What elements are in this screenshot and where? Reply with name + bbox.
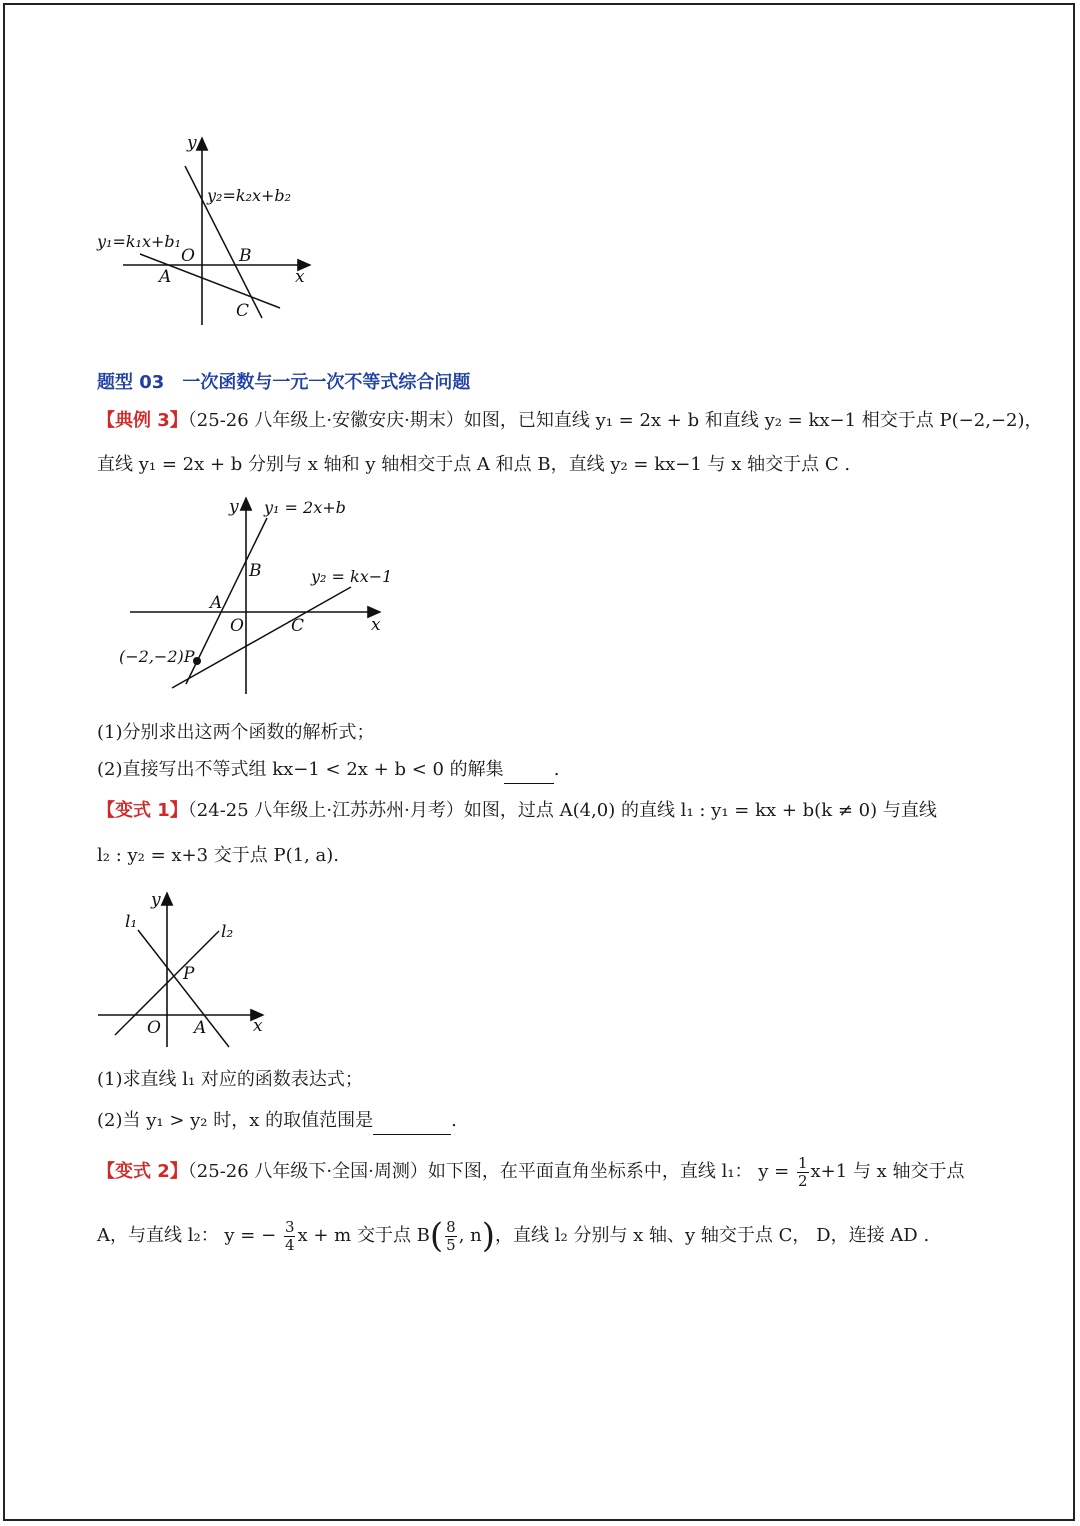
variant2-line2 [97, 1214, 929, 1258]
variant1-q2-end: . [451, 1110, 457, 1131]
x-axis-label: x [253, 1016, 263, 1036]
figure-2-graph [115, 492, 405, 702]
frac3-denominator: 5 [446, 1235, 456, 1254]
variant2-text-2b: x + m 交于点 B [297, 1225, 430, 1246]
point-c-label: C [291, 616, 305, 636]
example3-q2: (2)直接写出不等式组 kx−1 < 2x + b < 0 的解集 [97, 759, 504, 780]
example3-text-2: 直线 y₁ = 2x + b 分别与 x 轴和 y 轴相交于点 A 和点 B，直线 y₂ = kx−1 与 x 轴交于点 C . [97, 454, 851, 475]
y-axis-label: y [151, 890, 161, 910]
point-p-label: (−2,−2)P [119, 647, 195, 666]
example3-text-1: （25-26 八年级上·安徽安庆·期末）如图，已知直线 y₁ = 2x + b 和直线 y₂ = kx−1 相交于点 P(−2,−2)， [187, 410, 1043, 431]
line1-label: y₁ = 2x+b [264, 498, 346, 517]
section-number: 题型 03 [97, 372, 165, 393]
line-y2 [172, 587, 351, 688]
origin-label: O [181, 246, 195, 266]
variant2-line1 [97, 1151, 965, 1193]
answer-blank-1[interactable] [504, 757, 554, 784]
x-axis-label: x [295, 267, 305, 287]
line1-label: y₁=k₁x+b₁ [97, 232, 182, 251]
right-paren: ) [481, 1216, 496, 1256]
example3-line2 [97, 452, 850, 478]
left-paren: ( [429, 1216, 444, 1256]
variant1-text-2: l₂ : y₂ = x+3 交于点 P(1, a). [97, 845, 340, 866]
variant1-question-2 [97, 1108, 457, 1135]
x-axis-label: x [371, 615, 381, 635]
point-p-label: P [183, 964, 195, 984]
example3-q1: (1)分别求出这两个函数的解析式； [97, 722, 375, 743]
point-a-label: A [159, 267, 172, 287]
frac1-numerator: 1 [797, 1153, 808, 1172]
frac1-denominator: 2 [797, 1171, 808, 1190]
variant1-q2: (2)当 y₁ > y₂ 时，x 的取值范围是 [97, 1110, 374, 1131]
variant2-text-1a: （25-26 八年级下·全国·周测）如下图，在平面直角坐标系中，直线 l₁： y = [187, 1161, 790, 1182]
variant1-question-1 [97, 1067, 363, 1093]
variant2-text-1b: x+1 与 x 轴交于点 [810, 1161, 965, 1182]
fraction-eight-fifths [445, 1219, 457, 1254]
y-axis-label: y [187, 133, 197, 153]
fraction-three-quarters [284, 1219, 296, 1254]
l1-label: l₁ [125, 912, 138, 932]
example3-line1 [97, 408, 1042, 434]
y-axis-label: y [229, 497, 239, 517]
variant1-q1: (1)求直线 l₁ 对应的函数表达式； [97, 1069, 363, 1090]
variant2-tag: 【变式 2】 [97, 1161, 188, 1182]
variant2-text-2c: , n [458, 1225, 482, 1246]
origin-label: O [147, 1018, 161, 1038]
example3-tag: 【典例 3】 [97, 410, 188, 431]
answer-blank-2[interactable] [373, 1108, 451, 1135]
frac3-numerator: 8 [446, 1217, 456, 1236]
point-b-label: B [249, 561, 262, 581]
figure-1-graph [95, 130, 325, 330]
example3-question-1 [97, 720, 375, 746]
section-title: 一次函数与一元一次不等式综合问题 [182, 372, 471, 393]
variant1-line2 [97, 843, 339, 869]
line2-label: y₂=k₂x+b₂ [207, 186, 292, 205]
point-a-label: A [210, 593, 223, 613]
variant2-text-2a: A，与直线 l₂： y = − [97, 1225, 277, 1246]
variant1-tag: 【变式 1】 [97, 800, 188, 821]
point-c-label: C [236, 301, 250, 321]
variant2-text-2d: ，直线 l₂ 分别与 x 轴、y 轴交于点 C， D，连接 AD . [495, 1225, 930, 1246]
point-a-label: A [194, 1018, 207, 1038]
example3-question-2 [97, 757, 559, 784]
l2-label: l₂ [221, 922, 234, 942]
variant1-text-1: （24-25 八年级上·江苏苏州·月考）如图，过点 A(4,0) 的直线 l₁ : y₁ = kx + b(k ≠ 0) 与直线 [187, 800, 937, 821]
origin-label: O [230, 616, 244, 636]
variant1-line1 [97, 798, 937, 824]
section-heading [97, 368, 470, 394]
line2-label: y₂ = kx−1 [311, 567, 393, 586]
figure-3-graph [95, 885, 285, 1055]
frac2-numerator: 3 [284, 1217, 295, 1236]
frac2-denominator: 4 [284, 1235, 295, 1254]
point-b-label: B [239, 246, 252, 266]
example3-q2-end: . [553, 759, 560, 780]
fraction-one-half [797, 1155, 809, 1190]
